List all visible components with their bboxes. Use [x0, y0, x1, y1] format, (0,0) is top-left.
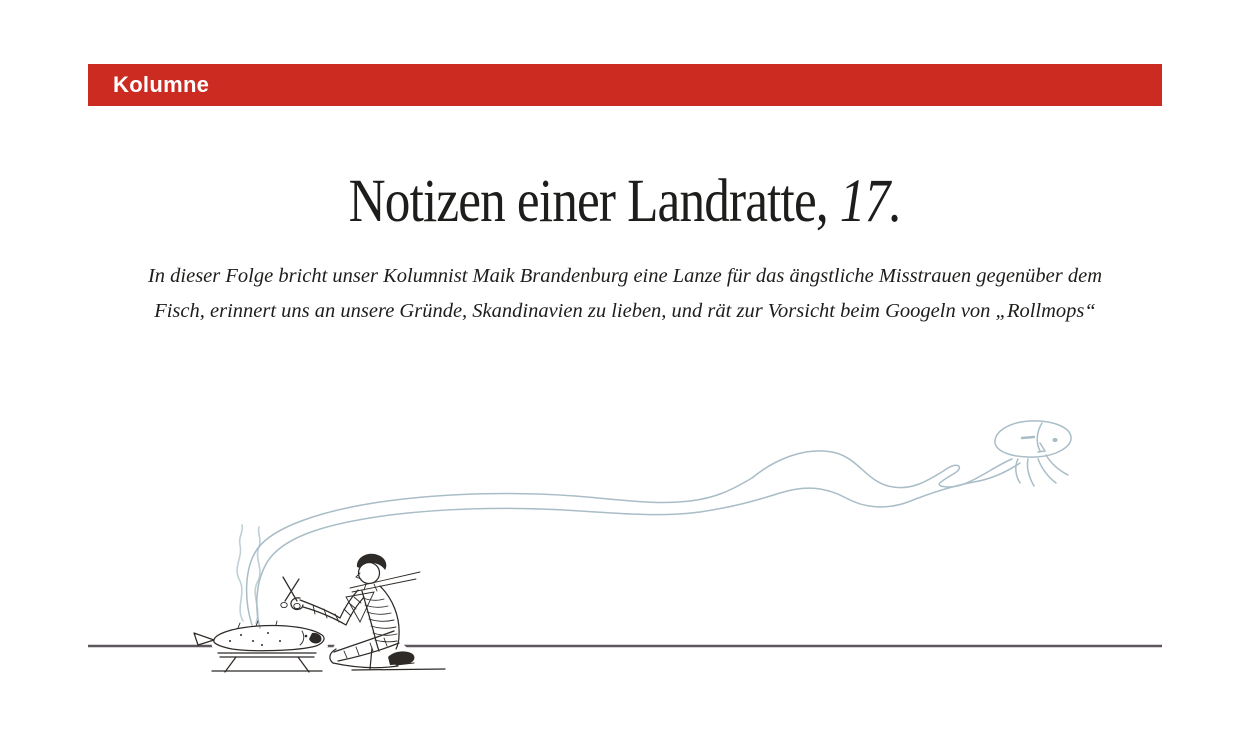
article-standfirst: [95, 259, 1155, 329]
article-title-text: [349, 168, 902, 235]
shoulder-rod: [350, 572, 420, 592]
standfirst-line-2: Fisch, erinnert uns an unsere Gründe, Skandinavien zu lieben, und rät zur Vorsicht beim Googeln von „Rollmops“: [154, 300, 1096, 322]
man-hair: [357, 554, 386, 570]
balloon-strings: [247, 451, 1020, 628]
fish-spirit-head: [995, 421, 1071, 457]
category-label: Kolumne: [113, 72, 210, 97]
article-title-number: 17.: [839, 168, 902, 235]
fish-eye: [305, 635, 308, 638]
fish-spirit-right-eye: [1052, 438, 1057, 442]
article-title-main: Notizen einer Landratte,: [348, 168, 840, 235]
fish-spirit-left-eye: [1022, 437, 1034, 438]
fish-spirit-face-line: [1037, 423, 1042, 451]
scissor-blade-1: [283, 577, 297, 601]
illustration-svg: [0, 395, 1250, 733]
man-neck: [364, 584, 377, 591]
category-banner: [88, 64, 1162, 106]
fish-spirit-whiskers: [1016, 455, 1068, 486]
scissor-loop-2: [294, 603, 300, 608]
article-title: [0, 168, 1250, 235]
illustration-fish-spirit-sketch: [0, 395, 1250, 733]
scissor-loop-1: [281, 602, 287, 607]
fish-spirit: [995, 421, 1071, 486]
bench: [212, 653, 322, 672]
standfirst-line-1: In dieser Folge bricht unser Kolumnist Maik Brandenburg eine Lanze für das ängstliche Misstrauen gegenüber dem: [147, 265, 1103, 287]
